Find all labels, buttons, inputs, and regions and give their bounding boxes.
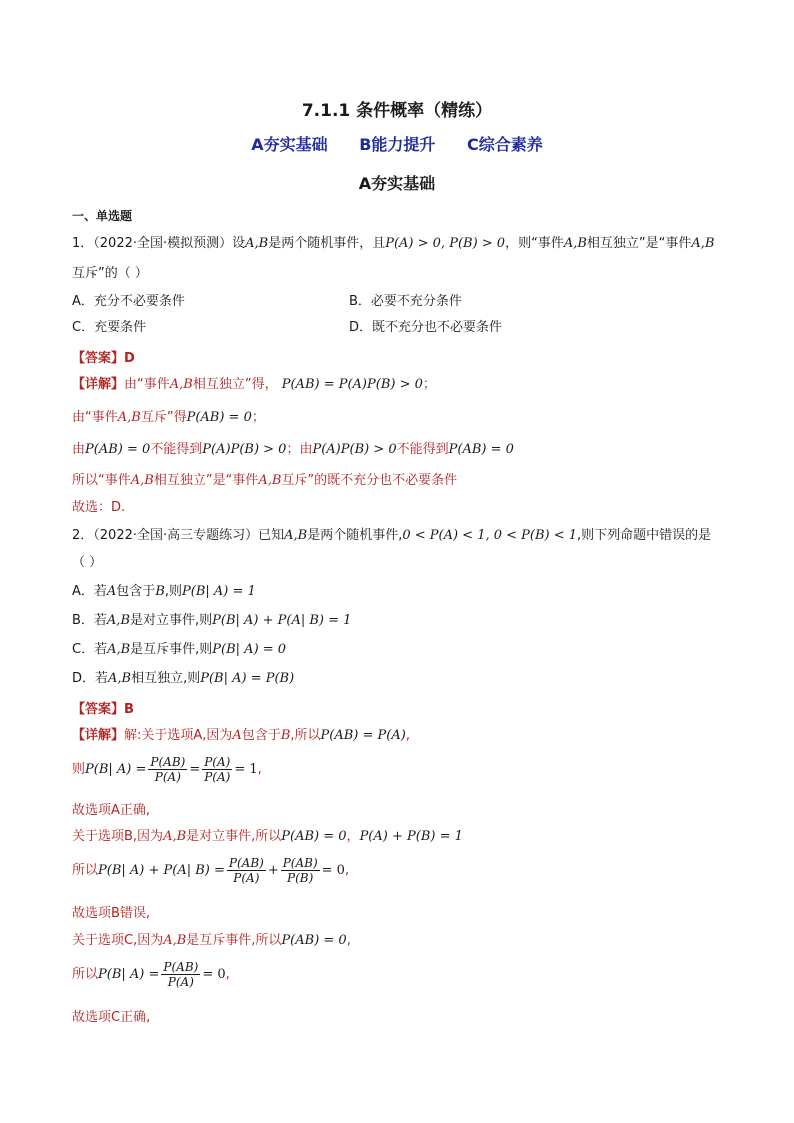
q1-option-c: C．充要条件 — [72, 320, 147, 335]
section-title: A夯实基础 — [358, 174, 436, 193]
q1-stem-line1: 1．（2022·全国·模拟预测）设A,B是两个随机事件，且P(A) > 0, P(B) > 0，则“事件A,B相互独立”是“事件A,B — [72, 236, 715, 251]
q2-detail-line8: 所以 P(B| A) = $\frac{P(AB)}{P(A)}$ = 0 , — [72, 960, 230, 989]
q1-detail-line4: 所以“事件A,B相互独立”是“事件A,B互斥”的既不充分也不必要条件 — [72, 473, 458, 488]
question-type-heading: 一、单选题 — [72, 209, 133, 223]
q1-answer: 【答案】D — [72, 351, 135, 366]
q2-detail-line9: 故选项C正确, — [72, 1010, 151, 1025]
q2-option-d: D．若A,B相互独立,则P(B| A) = P(B) — [72, 671, 295, 686]
q2-detail-line3: 故选项A正确, — [72, 803, 151, 818]
page-title: 7.1.1 条件概率（精练） — [301, 101, 493, 121]
section-tabs — [0, 132, 794, 155]
fraction-pab-pa: $\frac{P(AB)}{P(A)}$ — [228, 856, 264, 885]
q1-option-b: B．必要不充分条件 — [349, 294, 462, 309]
tab-improve: B能力提升 — [359, 135, 436, 154]
q1-detail-line5: 故选：D. — [72, 500, 126, 515]
q2-stem-line1: 2．（2022·全国·高三专题练习）已知A,B是两个随机事件,0 < P(A) < 1, 0 < P(B) < 1,则下列命题中错误的是 — [72, 528, 712, 543]
q2-detail-line4: 关于选项B,因为A,B是对立事件,所以P(AB) = 0，P(A) + P(B) = 1 — [72, 829, 463, 844]
q2-detail-line6: 故选项B错误, — [72, 906, 151, 921]
q1-detail-line2: 由“事件A,B互斥”得P(AB) = 0； — [72, 410, 265, 425]
tab-comprehensive: C综合素养 — [467, 135, 543, 154]
q1-stem-line2: 互斥”的（ ） — [72, 266, 148, 281]
fraction-pa-pa: $\frac{P(A)}{P(A)}$ — [204, 755, 231, 784]
q2-detail-line7: 关于选项C,因为A,B是互斥事件,所以P(AB) = 0, — [72, 933, 351, 948]
q1-option-a: A．充分不必要条件 — [72, 294, 185, 309]
fraction-pab-pb: $\frac{P(AB)}{P(B)}$ — [282, 856, 318, 885]
q2-option-c: C．若A,B是互斥事件,则P(B| A) = 0 — [72, 642, 287, 657]
q2-detail-line1: 【详解】解:关于选项A,因为A包含于B,所以P(AB) = P(A), — [72, 728, 410, 743]
q2-detail-line5: 所以 P(B| A) + P(A| B) = $\frac{P(AB)}{P(A)}$ + $\frac{P(AB)}{P(B)}$ = 0 , — [72, 856, 350, 885]
q2-option-a: A．若A包含于B,则P(B| A) = 1 — [72, 584, 256, 599]
q1-detail-line3: 由P(AB) = 0不能得到P(A)P(B) > 0；由P(A)P(B) > 0不能得到P(AB) = 0 — [72, 442, 514, 457]
q2-stem-line2: （ ） — [72, 555, 103, 570]
fraction-pab-pa: $\frac{P(AB)}{P(A)}$ — [150, 755, 186, 784]
tab-basics: A夯实基础 — [251, 135, 328, 154]
q2-answer: 【答案】B — [72, 702, 134, 717]
q1-detail-line1: 【详解】由“事件A,B相互独立”得， P(AB) = P(A)P(B) > 0； — [72, 377, 436, 392]
q1-option-d: D．既不充分也不必要条件 — [349, 320, 503, 335]
q2-detail-line2: 则 P(B| A) = $\frac{P(AB)}{P(A)}$ = $\frac{P(A)}{P(A)}$ = 1 , — [72, 755, 262, 784]
fraction-pab-pa: $\frac{P(AB)}{P(A)}$ — [163, 960, 199, 989]
q2-option-b: B．若A,B是对立事件,则P(B| A) + P(A| B) = 1 — [72, 613, 352, 628]
